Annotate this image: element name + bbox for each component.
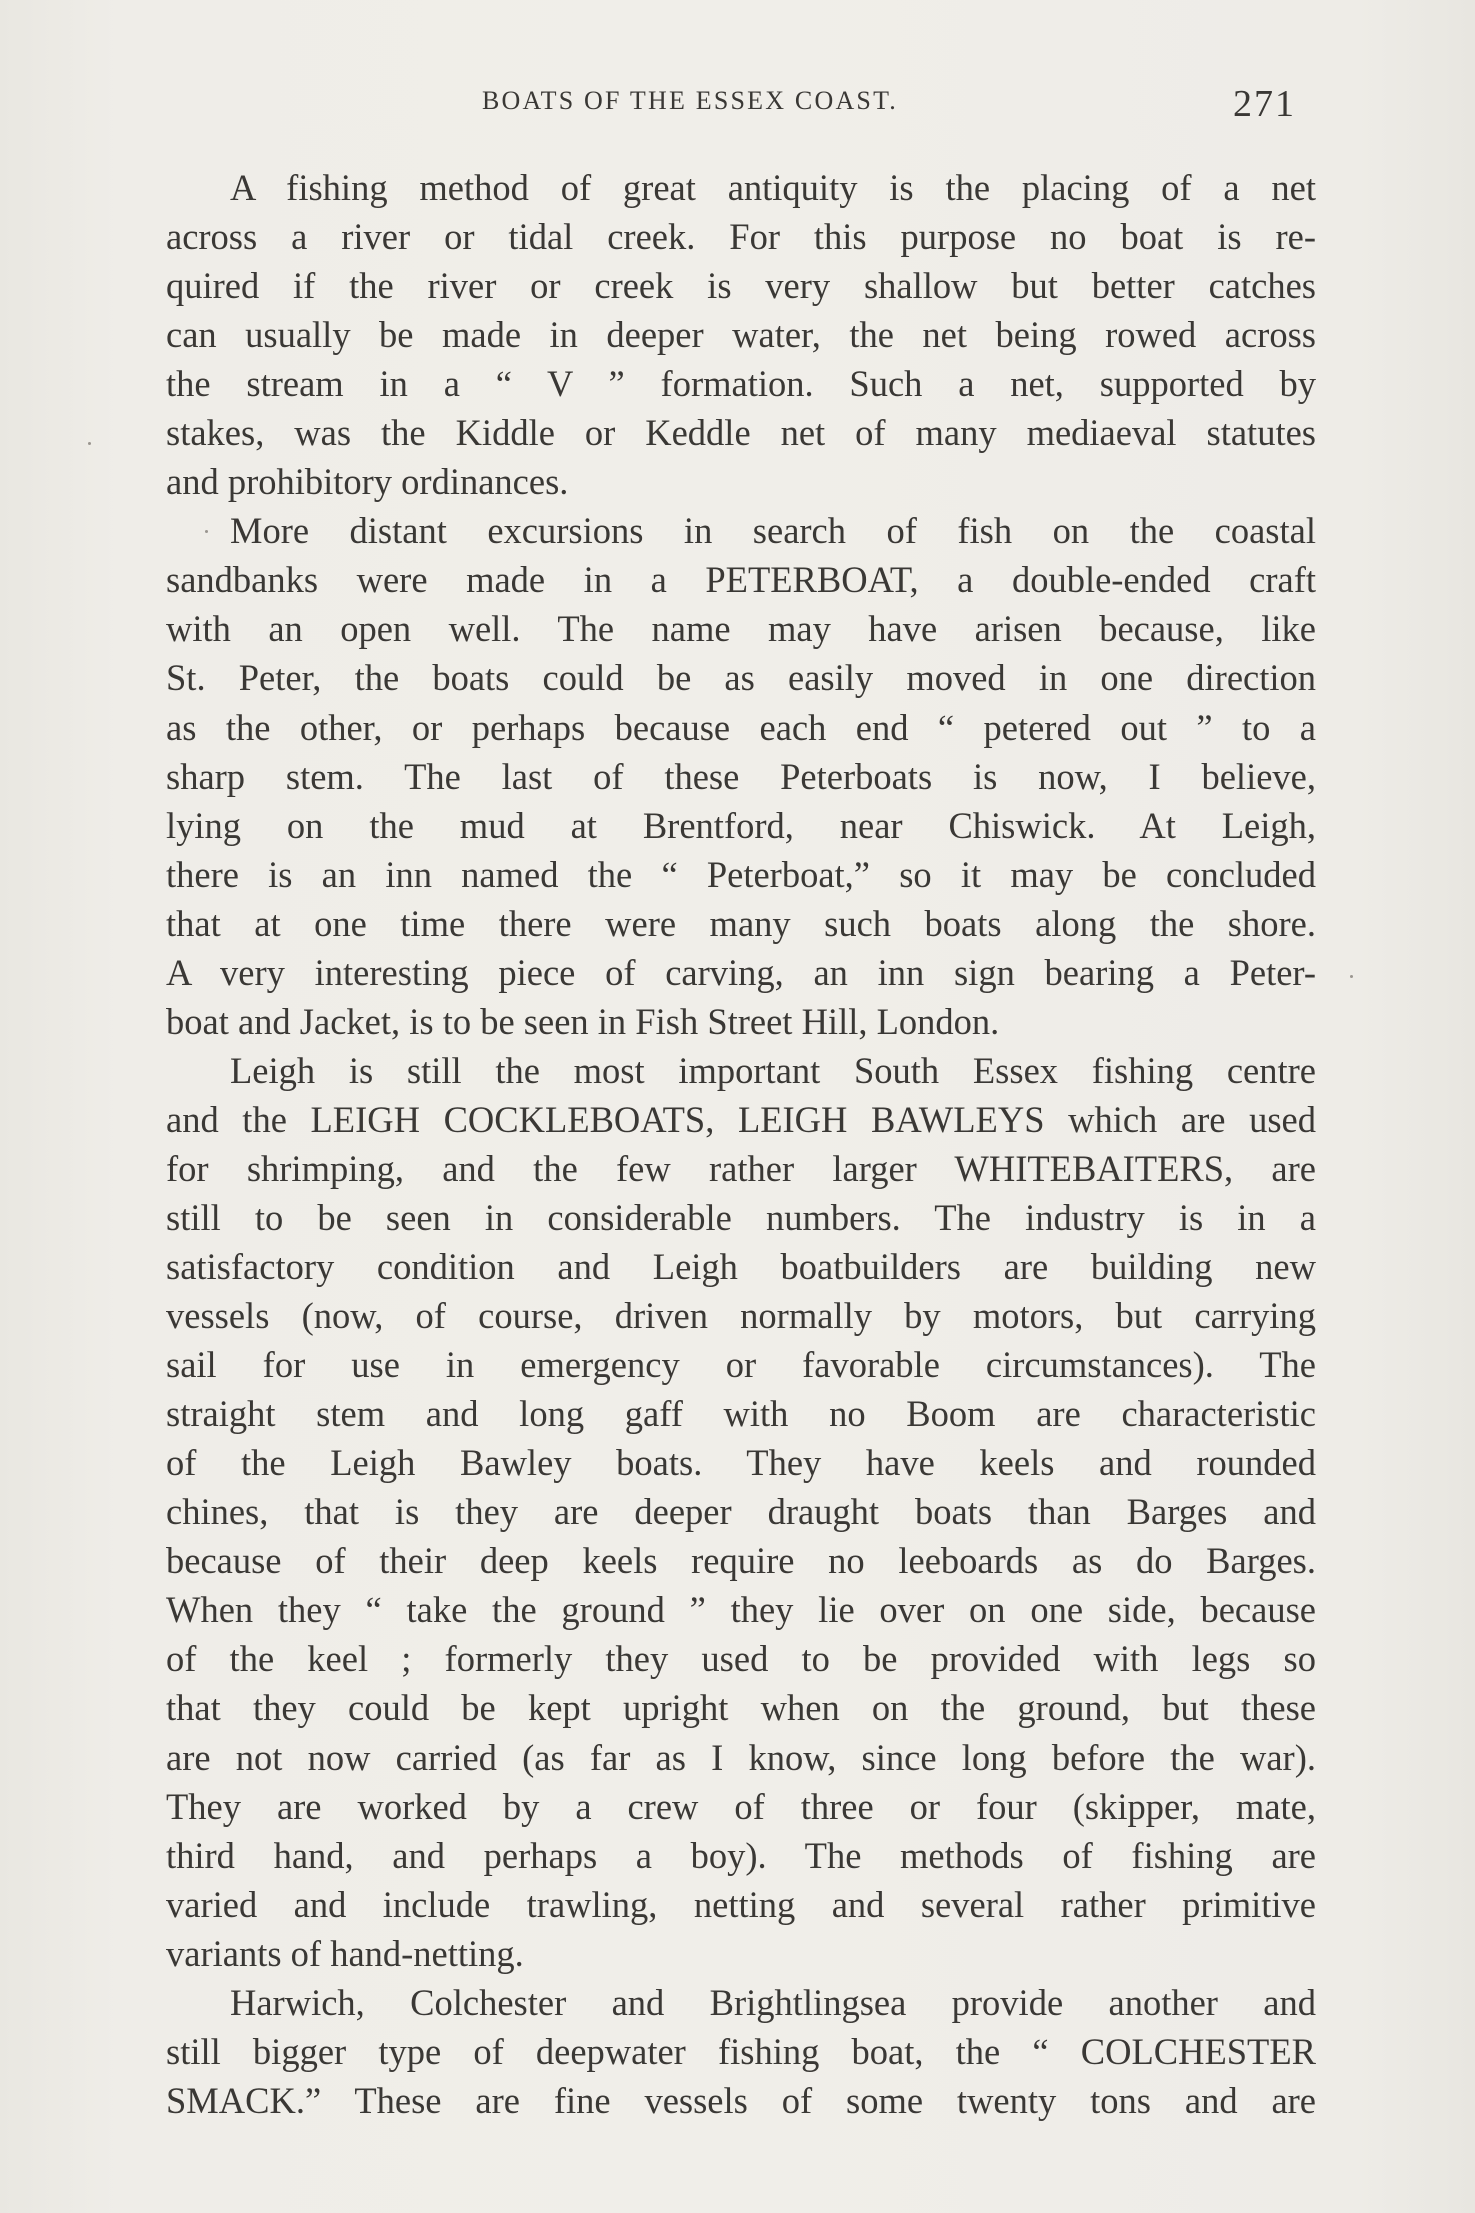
text-line: and the LEIGH COCKLEBOATS, LEIGH BAWLEYS which are used — [166, 1098, 1316, 1140]
text-line: for shrimping, and the few rather larger WHITEBAITERS, are — [166, 1147, 1316, 1189]
text-line: because of their deep keels require no leeboards as do Barges. — [166, 1540, 1316, 1582]
text-line: variants of hand-netting. — [166, 1932, 524, 1974]
text-line: stakes, was the Kiddle or Keddle net of many mediaeval statutes — [166, 412, 1316, 454]
text-line: are not now carried (as far as I know, since long before the war). — [166, 1736, 1316, 1778]
text-line: that they could be kept upright when on the ground, but these — [166, 1687, 1316, 1729]
paper-speck — [88, 442, 91, 445]
text-line: A fishing method of great antiquity is the placing of a net — [230, 167, 1316, 208]
running-title: BOATS OF THE ESSEX COAST. — [482, 86, 898, 115]
text-line: sail for use in emergency or favorable circumstances). The — [166, 1344, 1316, 1386]
text-line: still to be seen in considerable numbers. The industry is in a — [166, 1196, 1316, 1238]
text-line: satisfactory condition and Leigh boatbuilders are building new — [166, 1246, 1316, 1288]
text-line: Harwich, Colchester and Brightlingsea provide another and — [230, 1981, 1316, 2023]
text-line: They are worked by a crew of three or four (skipper, mate, — [166, 1785, 1316, 1827]
text-line: More distant excursions in search of fish on the coastal — [230, 510, 1316, 552]
text-line: sandbanks were made in a PETERBOAT, a double-ended craft — [166, 559, 1316, 601]
text-line: A very interesting piece of carving, an inn sign bearing a Peter- — [166, 951, 1316, 993]
text-line: varied and include trawling, netting and several rather primitive — [166, 1883, 1316, 1925]
text-line: Leigh is still the most important South Essex fishing centre — [230, 1049, 1316, 1091]
body-text — [166, 163, 1316, 2125]
text-line: can usually be made in deeper water, the net being rowed across — [166, 314, 1316, 356]
text-line: St. Peter, the boats could be as easily moved in one direction — [166, 657, 1316, 699]
text-line: chines, that is they are deeper draught boats than Barges and — [166, 1491, 1316, 1533]
text-line: across a river or tidal creek. For this purpose no boat is re- — [166, 216, 1316, 258]
text-line: SMACK.” These are fine vessels of some twenty tons and are — [166, 2079, 1316, 2121]
text-line: sharp stem. The last of these Peterboats is now, I believe, — [166, 755, 1316, 797]
text-line: of the Leigh Bawley boats. They have keels and rounded — [166, 1442, 1316, 1484]
text-line: lying on the mud at Brentford, near Chiswick. At Leigh, — [166, 804, 1316, 846]
text-line: third hand, and perhaps a boy). The methods of fishing are — [166, 1834, 1316, 1876]
text-line: still bigger type of deepwater fishing boat, the “ COLCHESTER — [166, 2030, 1316, 2072]
paper-speck — [1350, 975, 1353, 978]
text-line: boat and Jacket, is to be seen in Fish Street Hill, London. — [166, 1000, 1000, 1042]
text-line: of the keel ; formerly they used to be provided with legs so — [166, 1638, 1316, 1680]
text-line: and prohibitory ordinances. — [166, 461, 569, 503]
text-line: straight stem and long gaff with no Boom are characteristic — [166, 1393, 1316, 1435]
text-line: there is an inn named the “ Peterboat,” so it may be concluded — [166, 853, 1316, 895]
text-line: that at one time there were many such boats along the shore. — [166, 902, 1316, 944]
page-number: 271 — [1233, 83, 1296, 125]
text-line: vessels (now, of course, driven normally by motors, but carrying — [166, 1295, 1316, 1337]
text-line: When they “ take the ground ” they lie over on one side, because — [166, 1589, 1316, 1631]
text-line: as the other, or perhaps because each end “ petered out ” to a — [166, 706, 1316, 748]
text-line: the stream in a “ V ” formation. Such a net, supported by — [166, 363, 1316, 405]
text-line: with an open well. The name may have arisen because, like — [166, 608, 1316, 650]
text-line: quired if the river or creek is very shallow but better catches — [166, 265, 1316, 307]
running-head — [0, 83, 1475, 126]
